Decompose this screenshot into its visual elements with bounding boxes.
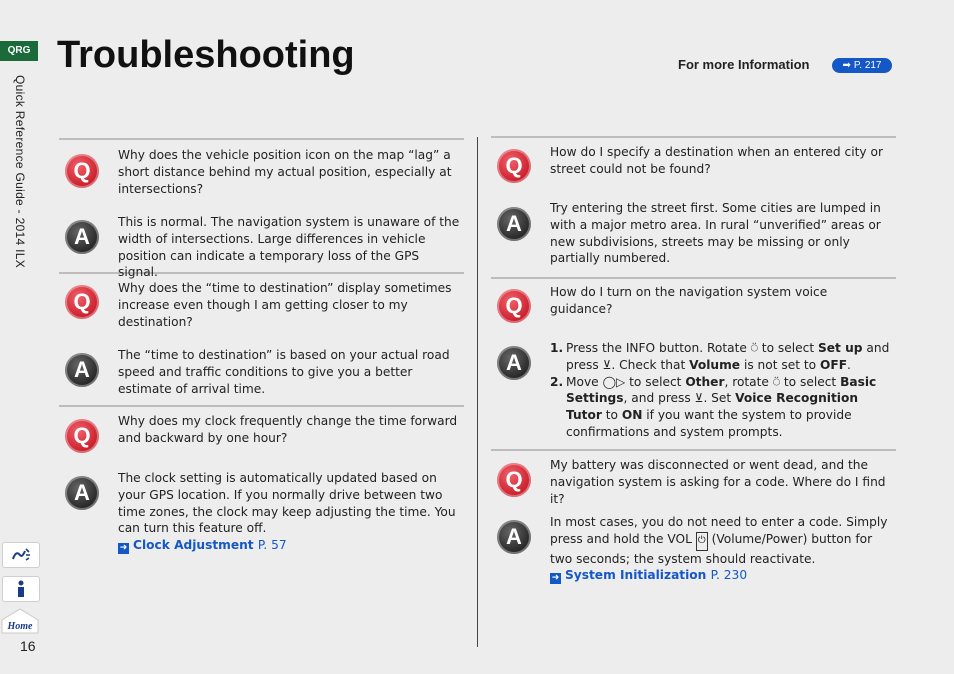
- page-number: 16: [20, 638, 36, 654]
- answer-text: In most cases, you do not need to enter a code. Simply press and hold the VOL ⏻ (Volume/Power) button for two seconds; the system should reactivate. ➜ System Initialization P. 230: [550, 515, 888, 584]
- qrg-tab[interactable]: QRG: [0, 41, 38, 61]
- arrow-right-icon: ➡: [842, 60, 851, 71]
- step-item: 1. Press the INFO button. Rotate ⍥ to select Set up and press ⊻. Check that Volume is not set to OFF.: [550, 341, 890, 372]
- home-label: Home: [7, 621, 33, 632]
- page-title: Troubleshooting: [57, 34, 355, 76]
- link-arrow-icon: ➜: [551, 573, 560, 584]
- question-text: How do I specify a destination when an entered city or street could not be found?: [550, 145, 883, 176]
- question-badge: Q: [497, 149, 531, 183]
- answer-text: [550, 340, 892, 441]
- answer-badge: A: [497, 520, 531, 554]
- info-icon[interactable]: [2, 576, 40, 602]
- more-info-label: For more Information: [678, 57, 810, 72]
- question-badge: Q: [65, 285, 99, 319]
- guide-vertical-label: Quick Reference Guide - 2014 ILX: [13, 75, 27, 269]
- steps-list: [550, 340, 892, 441]
- answer-text: This is normal. The navigation system is unaware of the width of intersections. Large differences in vehicle position can indicate a temporary loss of the GPS signal.: [118, 215, 460, 280]
- link-arrow-icon: ➜: [119, 543, 128, 554]
- clock-adjustment-link[interactable]: [118, 538, 287, 552]
- question-badge: Q: [65, 154, 99, 188]
- answer-badge: A: [65, 220, 99, 254]
- answer-text: The “time to destination” is based on your actual road speed and traffic conditions to give you a better estimate of arrival time.: [118, 348, 450, 396]
- column-divider: [477, 137, 478, 647]
- dial-move-right-icon: ◯▷: [602, 374, 626, 389]
- link-page: P. 230: [710, 568, 748, 583]
- question-badge: Q: [497, 289, 531, 323]
- answer-badge: A: [497, 346, 531, 380]
- voice-command-icon[interactable]: [2, 542, 40, 568]
- question-text: Why does the “time to destination” display sometimes increase even though I am getting closer to my destination?: [118, 281, 452, 329]
- section-divider: [491, 449, 896, 451]
- link-label: Clock Adjustment: [133, 538, 254, 553]
- more-info-page-link[interactable]: [832, 58, 892, 73]
- step-item: 2. Move ◯▷ to select Other, rotate ⍥ to select Basic Settings, and press ⊻. Set Voice Recognition Tutor to ON if you want the system to provide confirmations and system prompts.: [550, 374, 877, 439]
- question-badge: Q: [497, 463, 531, 497]
- interface-dial-icon: ⍥: [772, 374, 781, 389]
- section-divider: [491, 136, 896, 138]
- interface-dial-icon: ⍥: [750, 341, 758, 355]
- dial-press-icon: ⊻: [602, 357, 612, 372]
- section-divider: [491, 277, 896, 279]
- question-text: Why does my clock frequently change the time forward and backward by one hour?: [118, 414, 458, 445]
- link-label: System Initialization: [565, 568, 707, 583]
- answer-body: The clock setting is automatically updated based on your GPS location. If you normally drive between two time zones, the clock may keep adjusting the time. You can turn this feature off.: [118, 471, 456, 536]
- answer-text: [118, 470, 460, 554]
- question-text: How do I turn on the navigation system voice guidance?: [550, 285, 828, 316]
- question-badge: Q: [65, 419, 99, 453]
- section-divider: [59, 138, 464, 140]
- answer-text: Try entering the street first. Some cities are lumped in with a major metro area. In rural “unverified” areas or new subdivisions, streets may be missing or only partially numbered.: [550, 201, 881, 266]
- answer-badge: A: [497, 207, 531, 241]
- system-initialization-link[interactable]: [550, 568, 747, 582]
- home-icon[interactable]: [0, 608, 40, 634]
- answer-badge: A: [65, 476, 99, 510]
- link-page: P. 57: [257, 538, 287, 553]
- more-info-page-ref: P. 217: [853, 60, 882, 71]
- answer-badge: A: [65, 353, 99, 387]
- section-divider: [59, 405, 464, 407]
- dial-press-icon: ⊻: [694, 391, 704, 406]
- question-text: My battery was disconnected or went dead, and the navigation system is asking for a code. Where do I find it?: [550, 458, 886, 506]
- question-text: Why does the vehicle position icon on the map “lag” a short distance behind my actual position, especially at intersections?: [118, 148, 452, 196]
- power-button-icon: ⏻: [696, 532, 708, 551]
